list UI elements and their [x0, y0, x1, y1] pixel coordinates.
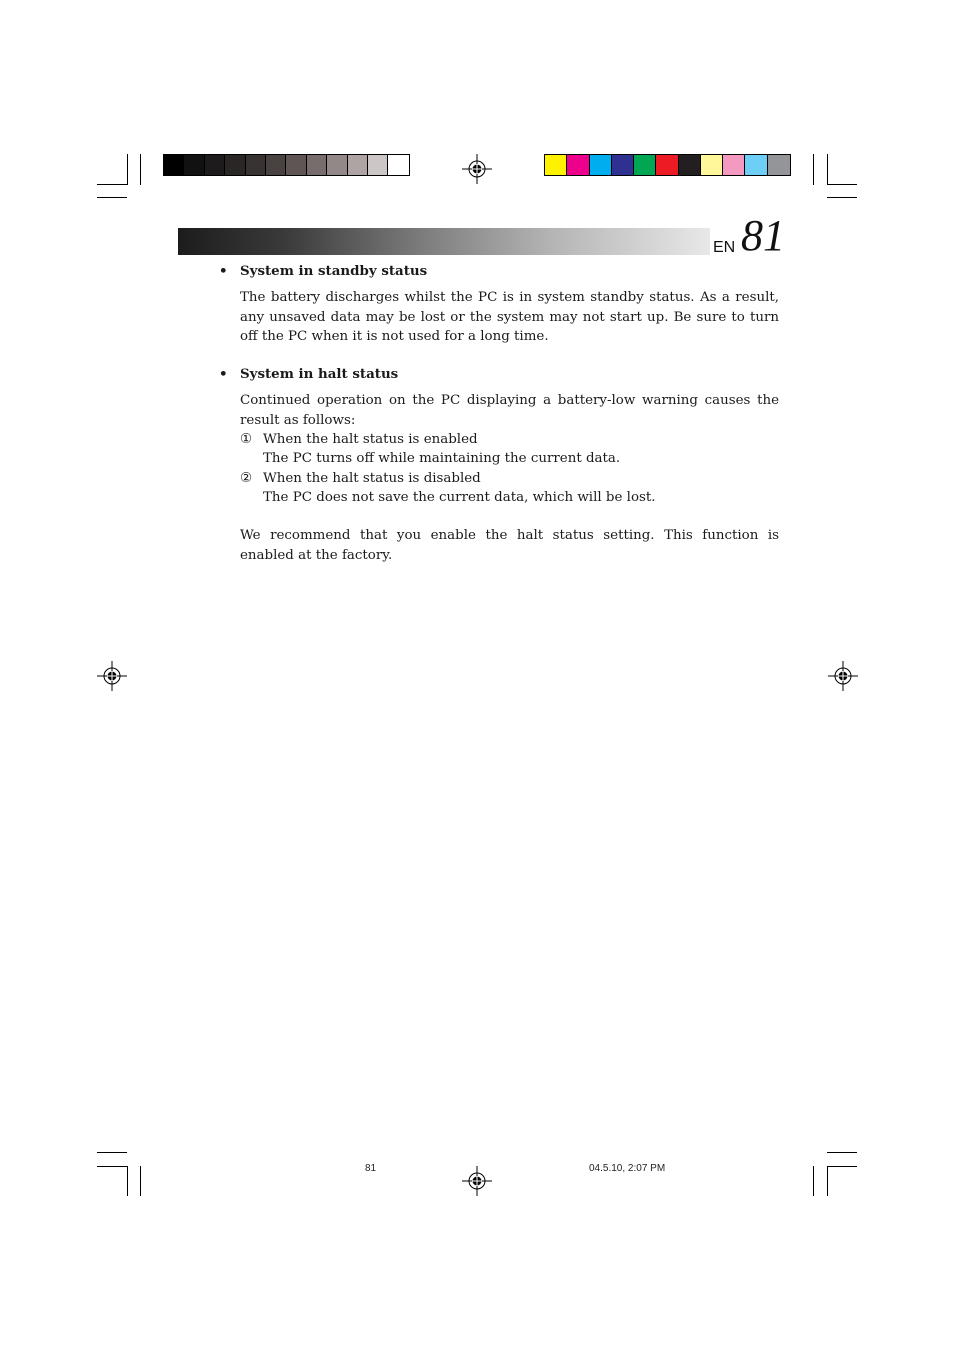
section-heading-text: System in standby status [240, 263, 428, 279]
color-swatch [388, 155, 408, 175]
color-swatch [612, 155, 634, 175]
crop-mark [827, 197, 857, 198]
color-swatch [679, 155, 701, 175]
color-swatch [184, 155, 204, 175]
color-swatch [327, 155, 347, 175]
footer-page: 81 [365, 1163, 377, 1174]
item-number: ② [240, 470, 253, 486]
color-swatch [768, 155, 790, 175]
item-detail: The PC turns off while maintaining the current data. [263, 451, 621, 467]
color-swatch [286, 155, 306, 175]
language-code: EN [713, 239, 736, 256]
section-heading [219, 262, 779, 281]
paragraph: The battery discharges whilst the PC is in system standby status. As a result, any unsaved data may be lost or the system may not start up. Be sure to turn off the PC when it is not used for a long time. [240, 290, 779, 344]
crop-mark [827, 1166, 828, 1196]
crop-mark [127, 154, 128, 185]
item-title: When the halt status is enabled [263, 432, 478, 448]
list-item [219, 430, 779, 469]
crop-mark [827, 1152, 857, 1153]
crop-mark [827, 1166, 857, 1167]
crop-mark [97, 1166, 127, 1167]
color-swatch [205, 155, 225, 175]
color-swatch [368, 155, 388, 175]
item-title: When the halt status is disabled [263, 470, 481, 486]
color-swatch [307, 155, 327, 175]
registration-mark-icon [828, 661, 858, 691]
registration-mark-icon [462, 154, 492, 184]
crop-mark [97, 1152, 127, 1153]
grayscale-color-bar [163, 154, 410, 176]
list-item [219, 469, 779, 508]
paragraph: Continued operation on the PC displaying a battery-low warning causes the result as follows: [240, 393, 779, 428]
color-swatch [225, 155, 245, 175]
color-swatch [590, 155, 612, 175]
color-swatch [545, 155, 567, 175]
crop-mark [813, 1166, 814, 1196]
section-heading-text: System in halt status [240, 366, 399, 383]
registration-mark-icon [462, 1166, 492, 1196]
paragraph: We recommend that you enable the halt status setting. This function is enabled at the factory. [240, 528, 779, 563]
crop-mark [140, 1166, 141, 1196]
registration-mark-icon [97, 661, 127, 691]
crop-mark [827, 184, 857, 185]
page-content [219, 262, 779, 565]
color-swatch [656, 155, 678, 175]
process-color-bar [544, 154, 791, 176]
color-swatch [634, 155, 656, 175]
color-swatch [246, 155, 266, 175]
color-swatch [164, 155, 184, 175]
crop-mark [97, 197, 127, 198]
bullet: • [219, 366, 228, 383]
section-heading [219, 365, 779, 384]
color-swatch [567, 155, 589, 175]
color-swatch [266, 155, 286, 175]
crop-mark [127, 1166, 128, 1196]
color-swatch [723, 155, 745, 175]
crop-mark [813, 154, 814, 185]
color-swatch [745, 155, 767, 175]
item-detail: The PC does not save the current data, which will be lost. [263, 489, 656, 505]
page-number: 81 [741, 211, 785, 260]
color-swatch [701, 155, 723, 175]
crop-mark [827, 154, 828, 185]
crop-mark [140, 154, 141, 185]
item-number: ① [240, 432, 253, 448]
header-gradient-bar [178, 228, 710, 255]
color-swatch [348, 155, 368, 175]
crop-mark [97, 184, 127, 185]
bullet: • [219, 263, 228, 279]
footer-timestamp: 04.5.10, 2:07 PM [589, 1163, 666, 1174]
